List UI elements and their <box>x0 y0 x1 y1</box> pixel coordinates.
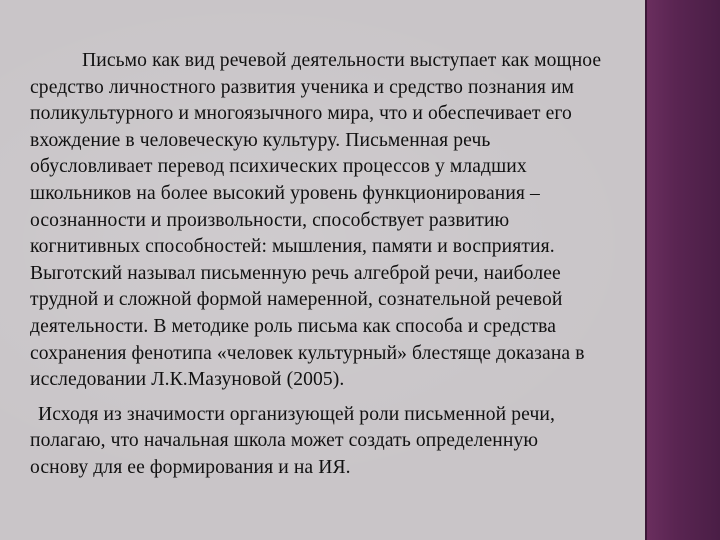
paragraph-1-line: сохранения фенотипа «человек культурный» блестяще доказана в <box>30 342 585 364</box>
paragraph-1 <box>30 48 714 394</box>
paragraph-1-line: трудной и сложной формой намеренной, сознательной речевой <box>30 289 563 311</box>
paragraph-2-line: Исходя из значимости организующей роли письменной речи, <box>38 403 556 425</box>
paragraph-1-line: вхождение в человеческую культуру. Письменная речь <box>30 129 491 151</box>
paragraph-2 <box>30 402 714 482</box>
paragraph-2-line: основу для ее формирования и на ИЯ. <box>30 456 351 478</box>
paragraph-1-line: обусловливает перевод психических процессов у младших <box>30 156 527 178</box>
paragraph-1-line: исследовании Л.К.Мазуновой (2005). <box>30 369 345 391</box>
paragraph-1-line: поликультурного и многоязычного мира, что и обеспечивает его <box>30 103 572 125</box>
paragraph-2-line: полагаю, что начальная школа может создать определенную <box>30 430 539 452</box>
paragraph-1-line: деятельности. В методике роль письма как способа и средства <box>30 315 557 337</box>
paragraph-1-line: средство личностного развития ученика и средство познания им <box>30 76 575 98</box>
paragraph-1-line: Выготский называл письменную речь алгеброй речи, наиболее <box>30 262 561 284</box>
paragraph-1-line: Письмо как вид речевой деятельности выступает как мощное <box>82 50 602 71</box>
paragraph-1-line: когнитивных способностей: мышления, памяти и восприятия. <box>30 236 555 258</box>
slide-text-block <box>30 48 714 482</box>
paragraph-1-line: осознанности и произвольности, способствует развитию <box>30 209 510 231</box>
paragraph-1-line: школьников на более высокий уровень функционирования – <box>30 182 540 204</box>
